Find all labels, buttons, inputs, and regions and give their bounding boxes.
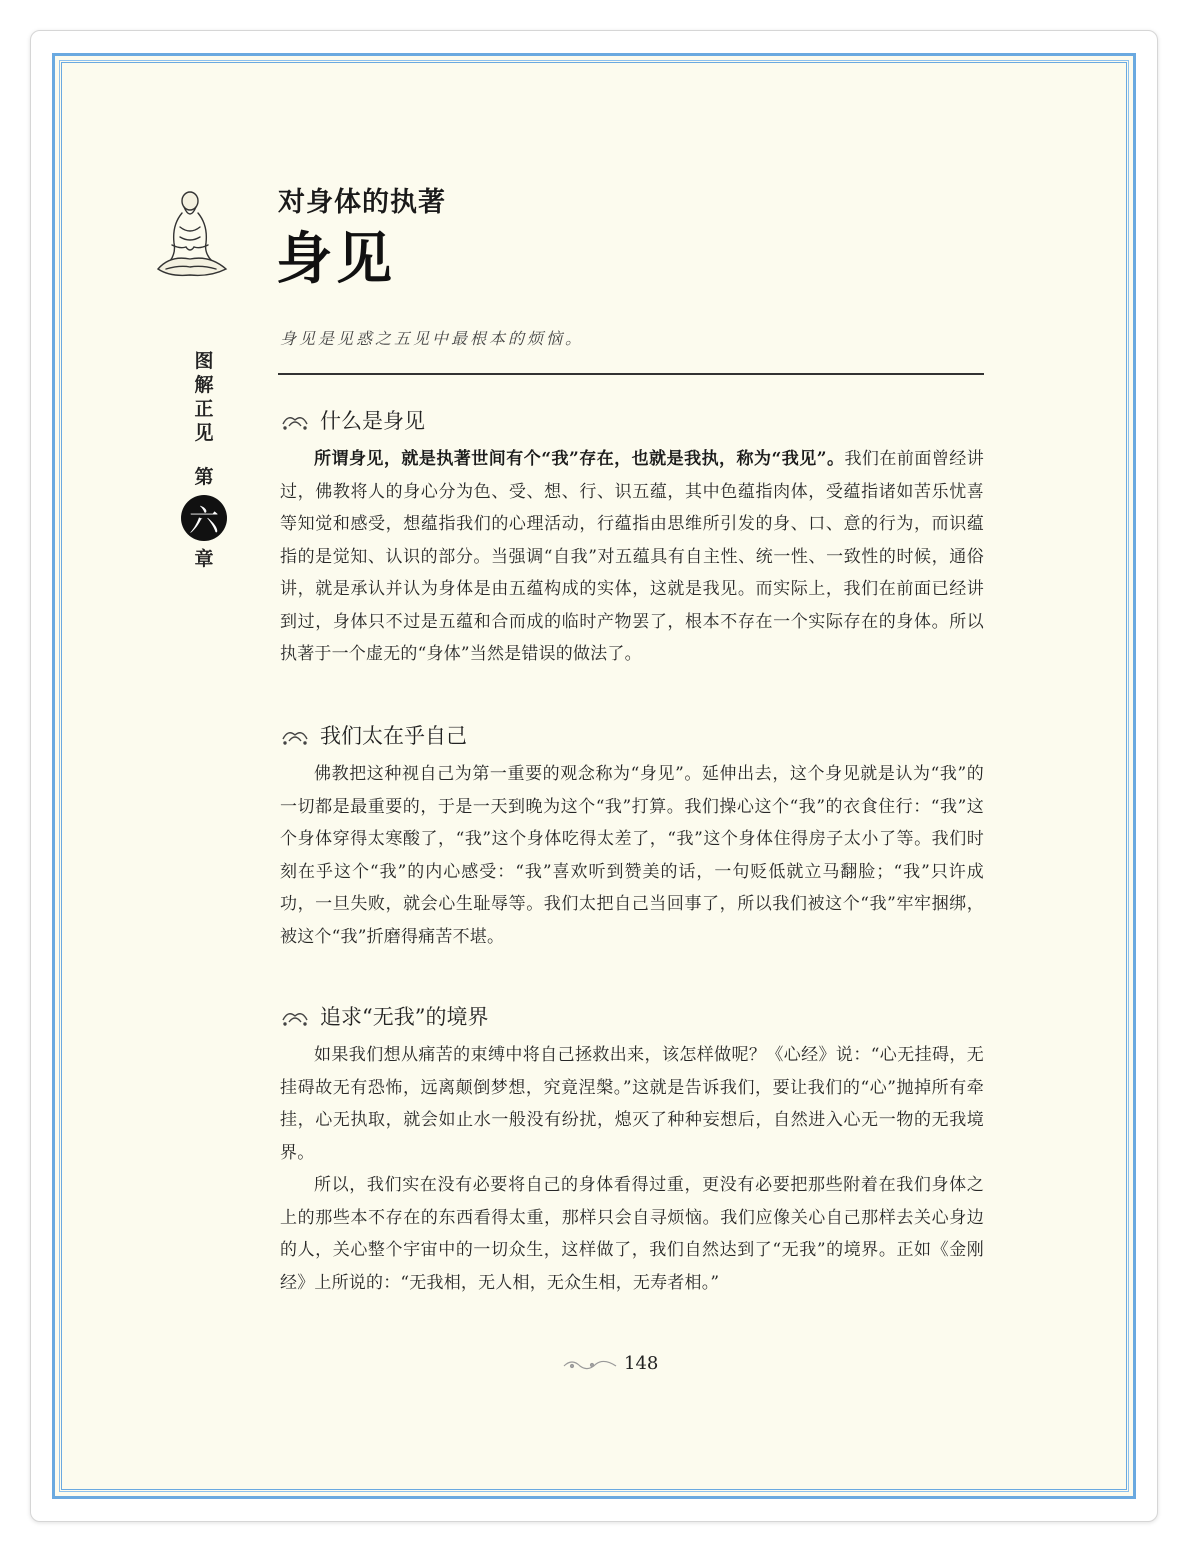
chapter-number-badge: 六 [181,495,227,541]
section-heading: 追求“无我”的境界 [280,1001,984,1031]
page-inner-frame [61,62,1127,1490]
chapter-suffix: 章 [194,548,214,570]
chapter-prefix: 第 [194,466,214,488]
side-chapter-column [184,349,224,571]
page-number: 148 [624,1353,659,1374]
paragraph: 如果我们想从痛苦的束缚中将自己拯救出来，该怎样做呢？《心经》说：“心无挂碍，无挂碍故无有恐怖，远离颠倒梦想，究竟涅槃。”这就是告诉我们，要让我们的“心”抛掉所有牵挂，心无执取，就会如止水一般没有纷扰，熄灭了种种妄想后，自然进入心无一物的无我境界。 [280,1045,984,1163]
page-subtitle: 对身体的执著 [278,187,446,218]
page-title: 身见 [276,226,396,292]
title-divider [278,373,984,375]
section-what-is-body-view [280,405,984,671]
book-title-char: 正 [194,398,214,420]
paragraph: 所以，我们实在没有必要将自己的身体看得过重，更没有必要把那些附着在我们身体之上的那些本不存在的东西看得太重，那样只会自寻烦恼。我们应像关心自己那样去关心身边的人，关心整个宇宙中的一切众生，这样做了，我们自然达到了“无我”的境界。正如《金刚经》上所说的：“无我相，无人相，无众生相，无寿者相。” [280,1175,984,1293]
lotus-icon [280,725,310,745]
book-title-char: 图 [194,350,214,372]
lotus-icon [280,1006,310,1026]
book-page [52,53,1136,1499]
section-heading: 什么是身见 [280,405,984,435]
ornament-icon [562,1356,618,1372]
book-title-char: 解 [194,374,214,396]
section-care-too-much [280,720,984,953]
book-title-char: 见 [194,422,214,444]
lotus-icon [280,410,310,430]
lead-sentence: 身见是见惑之五见中最根本的烦恼。 [280,329,585,348]
seated-monk-illustration [150,187,232,283]
paragraph: 所谓身见，就是执著世间有个“我”存在，也就是我执，称为“我见”。我们在前面曾经讲过，佛教将人的身心分为色、受、想、行、识五蕴，其中色蕴指肉体，受蕴指诸如苦乐忧喜等知觉和感受，想蕴指我们的心理活动，行蕴指由思维所引发的身、口、意的行为，而识蕴指的是觉知、认识的部分。当强调“自我”对五蕴具有自主性、统一性、一致性的时候，通俗讲，就是承认并认为身体是由五蕴构成的实体，这就是我见。而实际上，我们在前面已经讲到过，身体只不过是五蕴和合而成的临时产物罢了，根本不存在一个实际存在的身体。所以执著于一个虚无的“身体”当然是错误的做法了。 [280,449,984,664]
section-heading: 我们太在乎自己 [280,720,984,750]
page-number-footer [562,1353,658,1374]
section-no-self [280,1001,984,1299]
paragraph: 佛教把这种视自己为第一重要的观念称为“身见”。延伸出去，这个身见就是认为“我”的一切都是最重要的，于是一天到晚为这个“我”打算。我们操心这个“我”的衣食住行：“我”这个身体穿得太寒酸了，“我”这个身体吃得太差了，“我”这个身体住得房子太小了等。我们时刻在乎这个“我”的内心感受：“我”喜欢听到赞美的话，一句贬低就立马翻脸；“我”只许成功，一旦失败，就会心生耻辱等。我们太把自己当回事了，所以我们被这个“我”牢牢捆绑，被这个“我”折磨得痛苦不堪。 [280,764,984,947]
